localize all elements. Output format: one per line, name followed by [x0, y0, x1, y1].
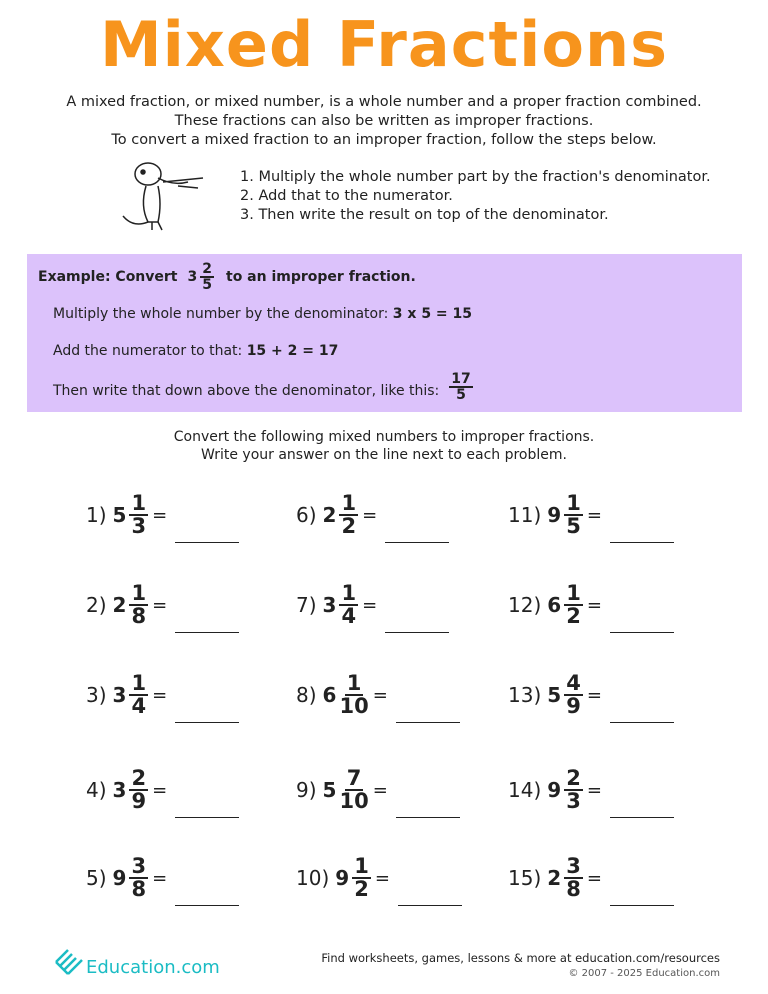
- example-line-3: [53, 372, 473, 402]
- answer-line[interactable]: [175, 521, 239, 543]
- page-title: Mixed Fractions: [99, 8, 669, 81]
- problem-10: [296, 856, 462, 900]
- problem-13: [508, 673, 674, 717]
- intro-line: A mixed fraction, or mixed number, is a whole number and a proper fraction combined.: [66, 94, 702, 110]
- equals-sign: =: [374, 867, 390, 889]
- numerator: 1: [346, 671, 362, 695]
- problem-6: [296, 493, 449, 537]
- fraction: [352, 856, 371, 900]
- denominator: 4: [131, 694, 147, 718]
- whole-number: 5: [322, 778, 337, 802]
- problem-number: 15): [508, 866, 542, 890]
- example-whole: 3: [187, 269, 198, 285]
- problem-9: [296, 768, 460, 812]
- problem-number: 10): [296, 866, 330, 890]
- whole-number: 2: [547, 866, 562, 890]
- problem-14: [508, 768, 674, 812]
- fraction: [564, 768, 583, 812]
- example-box: [27, 254, 742, 412]
- answer-line[interactable]: [610, 884, 674, 906]
- equals-sign: =: [372, 779, 388, 801]
- resources-link[interactable]: Find worksheets, games, lessons & more at education.com/resources: [321, 951, 720, 965]
- instructions: [0, 428, 768, 464]
- denominator: 2: [354, 877, 369, 901]
- problem-number: 6): [296, 503, 317, 527]
- answer-line[interactable]: [396, 796, 460, 818]
- answer-line[interactable]: [175, 611, 239, 633]
- logo-icon: [52, 944, 86, 978]
- problem-number: 8): [296, 683, 317, 707]
- equals-sign: =: [362, 594, 378, 616]
- whole-number: 2: [112, 593, 127, 617]
- text: Add the numerator to that:: [53, 343, 243, 359]
- numerator: 1: [566, 581, 581, 605]
- answer-line[interactable]: [610, 701, 674, 723]
- equals-sign: =: [586, 504, 602, 526]
- problem-1: [86, 493, 239, 537]
- copyright: © 2007 - 2025 Education.com: [568, 968, 720, 979]
- numerator: 2: [202, 261, 212, 277]
- problem-15: [508, 856, 674, 900]
- problem-8: [296, 673, 460, 717]
- logo-text: Education.com: [86, 957, 220, 978]
- whole-number: 6: [547, 593, 562, 617]
- problem-11: [508, 493, 674, 537]
- denominator: 8: [566, 877, 581, 901]
- equals-sign: =: [152, 867, 168, 889]
- intro-line: To convert a mixed fraction to an improper fraction, follow the steps below.: [111, 132, 657, 148]
- fraction: [339, 583, 358, 627]
- equals-sign: =: [152, 504, 168, 526]
- problem-number: 1): [86, 503, 107, 527]
- instruction-line: Convert the following mixed numbers to improper fractions.: [173, 429, 595, 445]
- equals-sign: =: [586, 594, 602, 616]
- education-logo[interactable]: [52, 944, 220, 978]
- fraction: [129, 583, 148, 627]
- footer-info: [321, 950, 720, 982]
- problem-number: 13): [508, 683, 542, 707]
- denominator: 4: [341, 604, 357, 628]
- problem-number: 9): [296, 778, 317, 802]
- equals-sign: =: [586, 867, 602, 889]
- whole-number: 3: [322, 593, 337, 617]
- example-line-2: [53, 343, 338, 359]
- mouse-illustration: [118, 156, 210, 232]
- step: 1. Multiply the whole number part by the fraction's denominator.: [240, 169, 711, 185]
- step: 3. Then write the result on top of the denominator.: [240, 207, 609, 223]
- fraction: [564, 493, 583, 537]
- whole-number: 2: [322, 503, 337, 527]
- math: 3 x 5 = 15: [392, 306, 473, 322]
- fraction: [129, 493, 148, 537]
- numerator: 1: [341, 491, 357, 515]
- math: 15 + 2 = 17: [246, 343, 339, 359]
- step: 2. Add that to the numerator.: [240, 188, 453, 204]
- problem-number: 2): [86, 593, 107, 617]
- denominator: 3: [566, 789, 581, 813]
- intro-line: These fractions can also be written as improper fractions.: [174, 113, 594, 129]
- denominator: 10: [339, 694, 369, 718]
- problem-3: [86, 673, 239, 717]
- problem-4: [86, 768, 239, 812]
- denominator: 5: [202, 277, 212, 293]
- numerator: 1: [354, 854, 369, 878]
- denominator: 9: [131, 789, 147, 813]
- whole-number: 9: [547, 778, 562, 802]
- problem-number: 12): [508, 593, 542, 617]
- fraction: [129, 856, 148, 900]
- example-fraction: [200, 262, 214, 292]
- numerator: 3: [131, 854, 147, 878]
- example-prefix: Example: Convert: [38, 269, 178, 285]
- answer-line[interactable]: [175, 796, 239, 818]
- numerator: 3: [566, 854, 581, 878]
- denominator: 8: [131, 877, 147, 901]
- problem-number: 5): [86, 866, 107, 890]
- numerator: 2: [566, 766, 581, 790]
- denominator: 8: [131, 604, 147, 628]
- answer-line[interactable]: [610, 611, 674, 633]
- equals-sign: =: [586, 779, 602, 801]
- instruction-line: Write your answer on the line next to each problem.: [201, 447, 567, 463]
- numerator: 1: [131, 491, 147, 515]
- whole-number: 9: [335, 866, 350, 890]
- whole-number: 6: [322, 683, 337, 707]
- problem-number: 11): [508, 503, 542, 527]
- problem-number: 7): [296, 593, 317, 617]
- denominator: 5: [566, 514, 581, 538]
- problem-number: 14): [508, 778, 542, 802]
- problem-number: 3): [86, 683, 107, 707]
- answer-line[interactable]: [385, 611, 449, 633]
- fraction: [129, 768, 148, 812]
- problem-7: [296, 583, 449, 627]
- result-fraction: [449, 372, 472, 402]
- steps-list: [240, 168, 711, 225]
- example-line-1: [53, 306, 472, 322]
- answer-line[interactable]: [398, 884, 462, 906]
- answer-line[interactable]: [385, 521, 449, 543]
- problem-2: [86, 583, 239, 627]
- fraction: [129, 673, 148, 717]
- equals-sign: =: [586, 684, 602, 706]
- answer-line[interactable]: [610, 521, 674, 543]
- whole-number: 3: [112, 683, 127, 707]
- example-title: [38, 262, 416, 292]
- fraction: [564, 583, 583, 627]
- denominator: 10: [339, 789, 369, 813]
- numerator: 1: [131, 581, 147, 605]
- numerator: 7: [346, 766, 362, 790]
- fraction: [339, 493, 358, 537]
- whole-number: 9: [112, 866, 127, 890]
- fraction: [339, 673, 368, 717]
- denominator: 5: [456, 387, 466, 403]
- numerator: 4: [566, 671, 581, 695]
- equals-sign: =: [362, 504, 378, 526]
- problem-number: 4): [86, 778, 107, 802]
- denominator: 2: [566, 604, 581, 628]
- whole-number: 9: [547, 503, 562, 527]
- whole-number: 5: [547, 683, 562, 707]
- numerator: 2: [131, 766, 147, 790]
- intro-text: [0, 93, 768, 150]
- text: Multiply the whole number by the denominator:: [53, 306, 389, 322]
- equals-sign: =: [152, 779, 168, 801]
- text: Then write that down above the denominator, like this:: [53, 383, 440, 399]
- numerator: 17: [451, 371, 471, 387]
- whole-number: 5: [112, 503, 127, 527]
- equals-sign: =: [152, 594, 168, 616]
- numerator: 1: [341, 581, 357, 605]
- answer-line[interactable]: [175, 701, 239, 723]
- answer-line[interactable]: [175, 884, 239, 906]
- answer-line[interactable]: [396, 701, 460, 723]
- fraction: [564, 673, 583, 717]
- answer-line[interactable]: [610, 796, 674, 818]
- whole-number: 3: [112, 778, 127, 802]
- denominator: 2: [341, 514, 357, 538]
- denominator: 9: [566, 694, 581, 718]
- problem-12: [508, 583, 674, 627]
- equals-sign: =: [372, 684, 388, 706]
- example-suffix: to an improper fraction.: [226, 269, 416, 285]
- denominator: 3: [131, 514, 147, 538]
- numerator: 1: [131, 671, 147, 695]
- fraction: [564, 856, 583, 900]
- equals-sign: =: [152, 684, 168, 706]
- numerator: 1: [566, 491, 581, 515]
- problem-5: [86, 856, 239, 900]
- fraction: [339, 768, 368, 812]
